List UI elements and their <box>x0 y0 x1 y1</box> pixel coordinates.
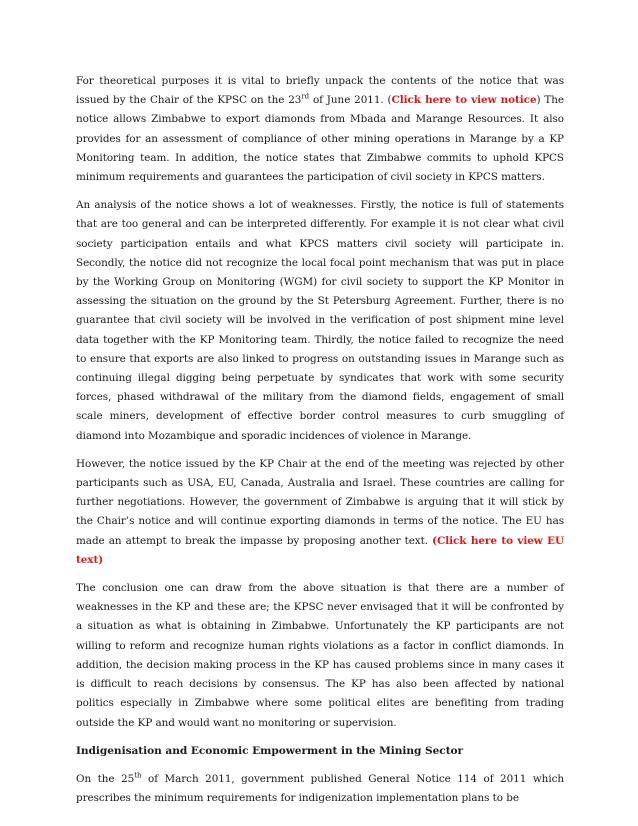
paragraph-text: ) The notice allows Zimbabwe to export diamonds from Mbada and Marange Resources. It also provides for an assessment of compliance of other mining operations in Marange by a KP Monitoring team. In addition, the notice states that Zimbabwe commits to uphold KPCS minimum requirements and guarantees the participation of civil society in KPCS matters. <box>76 94 564 184</box>
paragraph-text: of June 2011. ( <box>309 94 392 107</box>
view-notice-link[interactable]: Click here to view notice <box>391 94 537 107</box>
ordinal-suffix: rd <box>301 92 310 101</box>
paragraph-text: For theoretical purposes it is vital to briefly unpack the contents of the notice that was issued by the Chair of the KPSC on the 23 <box>76 75 564 107</box>
paragraph-text: However, the notice issued by the KP Chair at the end of the meeting was rejected by other participants such as USA, EU, Canada, Australia and Israel. These countries are calling for further negotiations. However, the government of Zimbabwe is arguing that it will stick by the Chair’s notice and will continue exporting diamonds in terms of the notice. The EU has made an attempt to break the impasse by proposing another text. <box>76 457 564 547</box>
section-heading: Indigenisation and Economic Empowerment in the Mining Sector <box>76 744 464 757</box>
paragraph-general-notice <box>76 770 564 808</box>
paragraph-notice-rejection <box>76 455 564 570</box>
paragraph-notice-weaknesses: An analysis of the notice shows a lot of weaknesses. Firstly, the notice is full of statements that are too general and can be interpreted differently. For example it is not clear what civil society participation entails and what KPCS matters civil society will participate in. Secondly, the notice did not recognize the local focal point mechanism that was put in place by the Working Group on Monitoring (WGM) for civil society to support the KP Monitor in assessing the situation on the ground by the St Petersburg Agreement. Further, there is no guarantee that civil society will be involved in the verification of post shipment mine level data together with the KP Monitoring team. Thirdly, the notice failed to recognize the need to ensure that exports are also linked to progress on outstanding issues in Marange such as continuing illegal digging being perpetuate by syndicates that work with some security forces, phased withdrawal of the military from the diamond fields, engagement of small scale miners, development of effective border control measures to curb smuggling of diamond into Mozambique and sporadic incidences of violence in Marange. <box>76 199 564 442</box>
paragraph-notice-contents <box>76 72 564 187</box>
document-page <box>76 72 564 817</box>
paragraph-text: of March 2011, government published General Notice 114 of 2011 which prescribes the minimum requirements for indigenization implementation plans to be <box>76 772 565 805</box>
paragraph-conclusion: The conclusion one can draw from the above situation is that there are a number of weaknesses in the KP and these are; the KPSC never envisaged that it will be confronted by a situation as what is obtaining in Zimbabwe. Unfortunately the KP participants are not willing to reform and recognize human rights violations as a factor in conflict diamonds. In addition, the decision making process in the KP has caused problems since in many cases it is difficult to reach decisions by consensus. The KP has also been affected by national politics especially in Zimbabwe where some political elites are benefiting from trading outside the KP and would want no monitoring or supervision. <box>76 582 564 729</box>
paragraph-text: On the 25 <box>76 772 135 785</box>
ordinal-suffix: th <box>134 771 142 780</box>
view-eu-text-link[interactable]: (Click here to view EU text) <box>76 534 564 566</box>
